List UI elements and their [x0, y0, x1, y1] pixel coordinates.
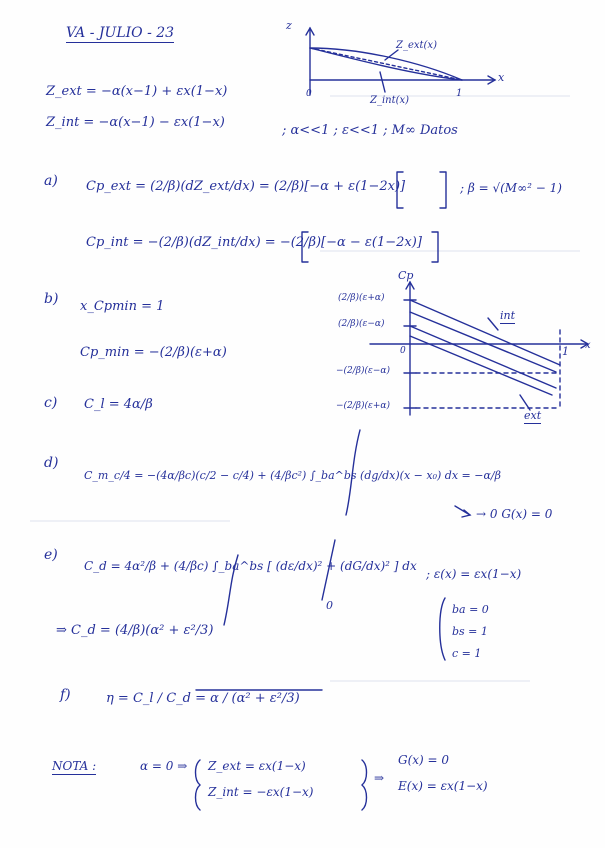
cp-ext-label: ext	[524, 410, 541, 424]
cd-result: ⇒ C_d = (4/β)(α² + ε²/3)	[56, 623, 214, 638]
page-title: VA - JULIO - 23	[66, 26, 174, 43]
cp-ext-formula: Cp_ext = (2/β)(dZ_ext/dx) = (2/β)[−α + ε(1−2x)]	[86, 179, 406, 194]
limit-c: c = 1	[452, 647, 482, 660]
int-line-lower	[410, 312, 556, 372]
nota-label: NOTA :	[52, 760, 96, 775]
int-leader	[488, 318, 498, 330]
x-cpmin: x_Cpmin = 1	[80, 299, 165, 314]
label-d: d)	[44, 455, 59, 471]
cp-one: 1	[562, 345, 569, 358]
cp-int-formula: Cp_int = −(2/β)(dZ_int/dx) = −(2/β)[−α − ε(1−2x)]	[86, 235, 422, 250]
conditions: ; α<<1 ; ε<<1 ; M∞ Datos	[282, 123, 458, 138]
int-leader	[380, 72, 385, 92]
nota-result2: E(x) = εx(1−x)	[398, 779, 488, 793]
brace-nota	[196, 760, 201, 810]
int-line-upper	[410, 300, 560, 365]
sketch-int-label: Z_int(x)	[370, 95, 410, 106]
cm-formula: C_m_c/4 = −(4α/βc)(c/2 − c/4) + (4/βc²) ∫_ba^bs (dg/dx)(x − x₀) dx = −α/β	[84, 469, 501, 482]
sketch-ext-label: Z_ext(x)	[396, 40, 437, 51]
label-f: f)	[60, 687, 71, 703]
label-c: c)	[44, 395, 58, 411]
z-ext-def: Z_ext = −α(x−1) + εx(1−x)	[46, 84, 228, 99]
airfoil-sketch	[306, 28, 495, 95]
sketch-tick-1: 1	[456, 88, 463, 99]
sketch-z-label: z	[286, 19, 292, 32]
chord-line	[310, 48, 462, 80]
cl-formula: C_l = 4α/β	[84, 397, 153, 412]
cp-tick-3: −(2/β)(ε−α)	[336, 366, 390, 376]
eps-def: ; ε(x) = εx(1−x)	[426, 567, 522, 581]
cp-tick-1: (2/β)(ε+α)	[338, 293, 385, 303]
beta-def: ; β = √(M∞² − 1)	[460, 181, 562, 195]
nota-line1: Z_ext = εx(1−x)	[208, 759, 306, 773]
nota-line2: Z_int = −εx(1−x)	[208, 785, 314, 799]
nota-result1: G(x) = 0	[398, 753, 450, 767]
cp-min: Cp_min = −(2/β)(ε+α)	[80, 345, 227, 360]
nota-arrow: ⇒	[374, 771, 385, 785]
cd-formula: C_d = 4α²/β + (4/βc) ∫_ba^bs [ (dε/dx)² + (dG/dx)² ] dx	[84, 559, 417, 573]
sketch-tick-0: 0	[306, 89, 312, 99]
sketch-x-label: x	[498, 71, 505, 84]
ext-line-upper	[410, 326, 556, 388]
cp-axis-label: Cp	[398, 269, 414, 282]
zero-mark: 0	[326, 599, 333, 612]
limit-ba: ba = 0	[452, 603, 489, 616]
bracket-right-a	[440, 172, 446, 208]
efficiency-formula: η = C_l / C_d = α / (α² + ε²/3)	[106, 691, 300, 706]
cp-int-label: int	[500, 310, 515, 324]
label-a: a)	[44, 173, 58, 189]
ext-line-lower	[410, 336, 552, 395]
limit-bs: bs = 1	[452, 625, 488, 638]
cm-note: → 0 G(x) = 0	[476, 507, 553, 521]
cp-x-label: x	[585, 340, 591, 351]
cp-tick-4: −(2/β)(ε+α)	[336, 401, 390, 411]
z-int-def: Z_int = −α(x−1) − εx(1−x)	[46, 115, 225, 130]
label-b: b)	[44, 291, 59, 307]
brace-limits	[440, 598, 445, 660]
cp-zero: 0	[400, 346, 406, 356]
brace-nota-right	[362, 760, 367, 810]
cp-tick-2: (2/β)(ε−α)	[338, 319, 385, 329]
nota-condition: α = 0 ⇒	[140, 759, 188, 773]
label-e: e)	[44, 547, 58, 563]
